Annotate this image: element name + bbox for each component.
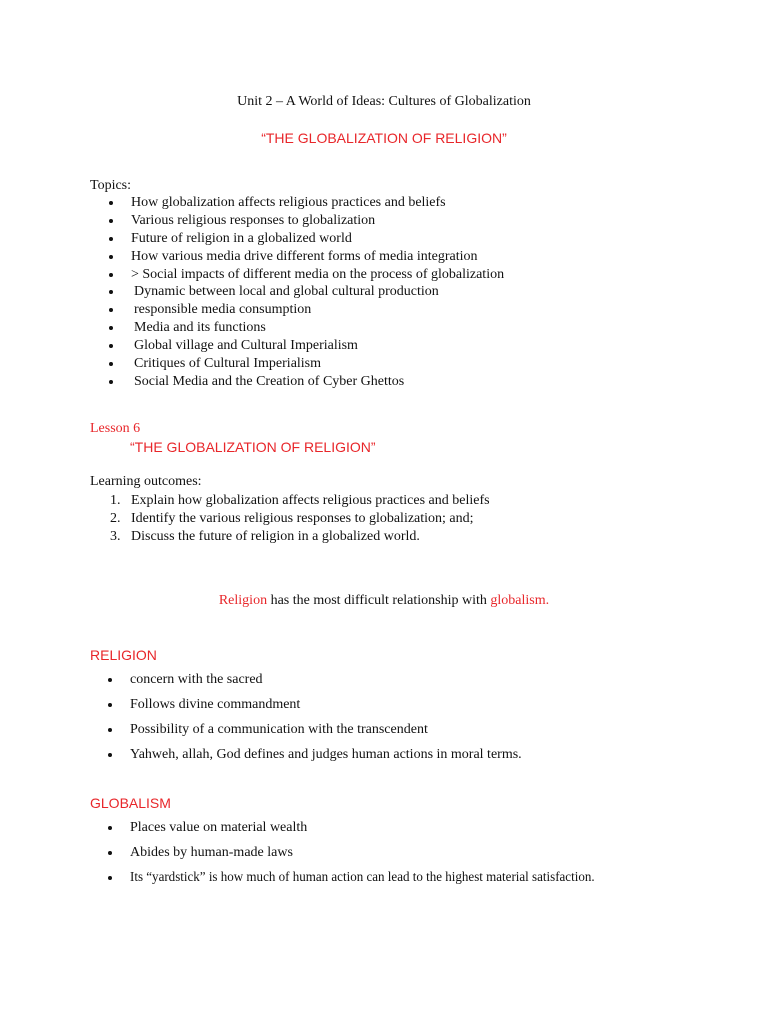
bullet-icon — [108, 728, 112, 732]
topics-list — [90, 194, 504, 391]
unit-title: Unit 2 – A World of Ideas: Cultures of Globalization — [237, 94, 531, 109]
bullet-icon — [109, 273, 113, 277]
bullet-icon — [109, 362, 113, 366]
key-statement — [0, 593, 768, 609]
bullet-icon — [109, 255, 113, 259]
religion-item: Follows divine commandment — [90, 692, 522, 717]
bullet-icon — [108, 851, 112, 855]
topics-label: Topics: — [90, 178, 132, 193]
topic-item: Various religious responses to globalization — [90, 212, 504, 230]
topic-item: Social Media and the Creation of Cyber Ghettos — [90, 373, 504, 391]
statement-middle: has the most difficult relationship with — [267, 593, 491, 608]
outcomes-label: Learning outcomes: — [90, 474, 202, 489]
outcome-item: 1. Explain how globalization affects religious practices and beliefs — [110, 493, 490, 508]
topic-item: Future of religion in a globalized world — [90, 230, 504, 248]
bullet-icon — [109, 237, 113, 241]
topic-item: > Social impacts of different media on the process of globalization — [90, 266, 504, 284]
bullet-icon — [108, 876, 112, 880]
document-title: “THE GLOBALIZATION OF RELIGION” — [261, 130, 507, 146]
statement-globalism: globalism. — [490, 593, 550, 608]
bullet-icon — [108, 703, 112, 707]
topic-item: How various media drive different forms of media integration — [90, 248, 504, 266]
globalism-heading: GLOBALISM — [90, 795, 171, 811]
bullet-icon — [109, 326, 113, 330]
outcome-item: 2. Identify the various religious responses to globalization; and; — [110, 510, 474, 526]
topic-item: Critiques of Cultural Imperialism — [90, 355, 504, 373]
bullet-icon — [108, 826, 112, 830]
bullet-icon — [109, 380, 113, 384]
topic-item: Dynamic between local and global cultural production — [90, 283, 504, 301]
topic-item: How globalization affects religious practices and beliefs — [90, 194, 504, 212]
religion-item: Yahweh, allah, God defines and judges human actions in moral terms. — [90, 742, 522, 767]
bullet-icon — [109, 201, 113, 205]
lesson-title: “THE GLOBALIZATION OF RELIGION” — [130, 439, 376, 455]
religion-list — [90, 667, 522, 767]
bullet-icon — [108, 753, 112, 757]
outcome-item: 3. Discuss the future of religion in a globalized world. — [110, 528, 420, 544]
topic-item: responsible media consumption — [90, 301, 504, 319]
bullet-icon — [109, 344, 113, 348]
outcome-number: 2. — [110, 510, 121, 526]
lesson-label: Lesson 6 — [90, 421, 141, 436]
bullet-icon — [109, 219, 113, 223]
globalism-item: Abides by human-made laws — [90, 840, 630, 865]
topic-item: Media and its functions — [90, 319, 504, 337]
bullet-icon — [108, 678, 112, 682]
statement-religion: Religion — [218, 593, 268, 608]
religion-heading: RELIGION — [90, 647, 157, 663]
globalism-item: Places value on material wealth — [90, 815, 630, 840]
bullet-icon — [109, 290, 113, 294]
outcome-number: 1. — [110, 493, 121, 508]
religion-item: Possibility of a communication with the transcendent — [90, 717, 522, 742]
topic-item: Global village and Cultural Imperialism — [90, 337, 504, 355]
globalism-list — [90, 815, 630, 890]
bullet-icon — [109, 308, 113, 312]
globalism-item: Its “yardstick” is how much of human action can lead to the highest material satisfaction. — [90, 865, 630, 890]
outcomes-list — [90, 492, 490, 546]
outcome-number: 3. — [110, 528, 121, 544]
religion-item: concern with the sacred — [90, 667, 522, 692]
